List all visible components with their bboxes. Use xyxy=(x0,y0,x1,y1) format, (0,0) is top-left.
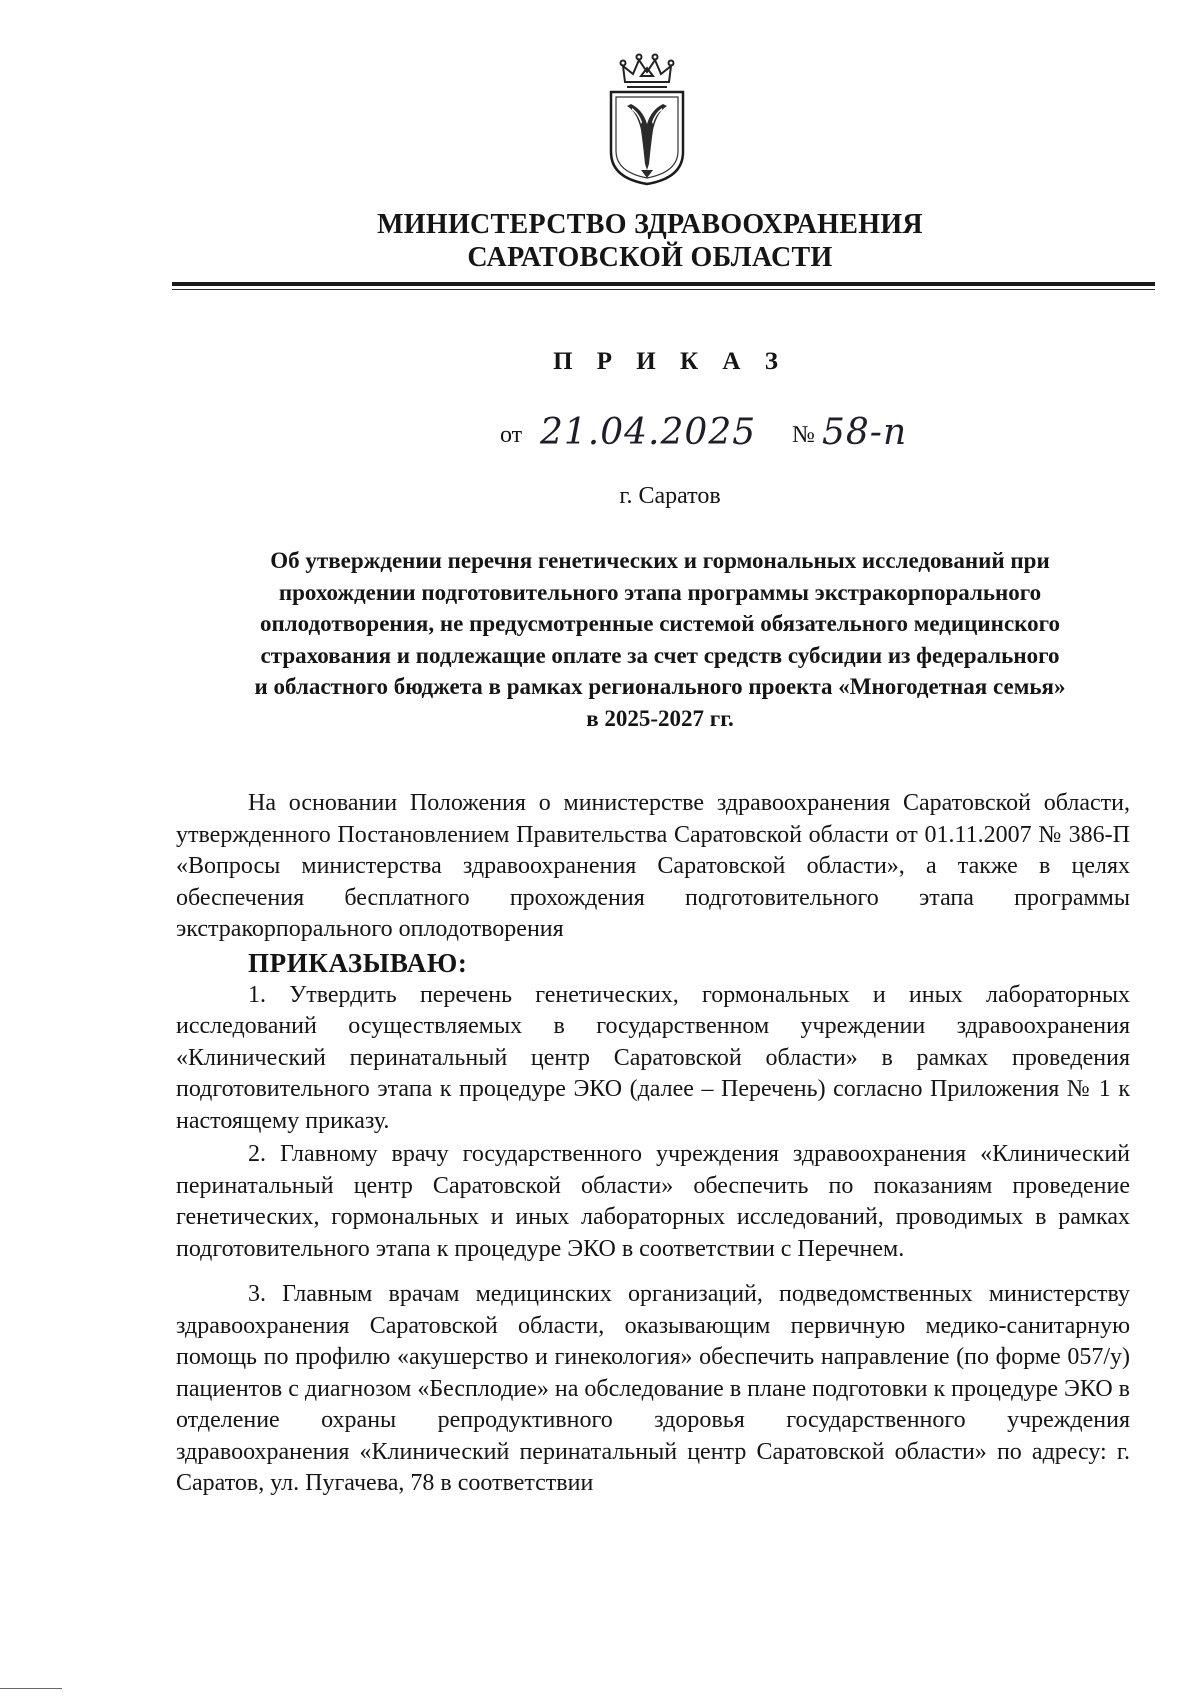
saratov-coat-of-arms-icon xyxy=(605,52,689,187)
subject-line: в 2025-2027 гг. xyxy=(586,705,734,731)
order-item-3: 3. Главным врачам медицинских организаций, подведомственных министерству здравоохранения Саратовской области, оказывающим первичную медико-санитарную помощь по профилю «акушерство и гинекология» обеспечить направление (по форме 057/у) пациентов с диагнозом «Бесплодие» на обследование в плане подготовки к процедуре ЭКО в отделение охраны репродуктивного здоровья государственного учреждения здравоохранения «Клинический перинатальный центр Саратовской области» по адресу: г. Саратов, ул. Пугачева, 78 в соответствии xyxy=(176,1281,1130,1496)
order-word: ПРИКАЗЫВАЮ: xyxy=(248,947,468,978)
subject-line: и областного бюджета в рамках регионального проекта «Многодетная семья» xyxy=(254,674,1066,699)
document-city: г. Саратов xyxy=(619,483,721,509)
ministry-title-line1: МИНИСТЕРСТВО ЗДРАВООХРАНЕНИЯ xyxy=(377,209,923,240)
number-label: № xyxy=(792,422,815,448)
header-rule-thick xyxy=(172,282,1155,286)
order-item-2: 2. Главному врачу государственного учреждения здравоохранения «Клинический перинатальный центр Саратовской области» обеспечить по показаниям проведение генетических, гормональных и иных лабораторных исследований, проводимых в рамках подготовительного этапа к процедуре ЭКО в соответствии с Перечнем. xyxy=(176,1141,1130,1262)
subject-line: прохождении подготовительного этапа программы экстракорпорального xyxy=(278,579,1042,605)
date-label: от xyxy=(500,422,523,448)
ministry-title-line2: САРАТОВСКОЙ ОБЛАСТИ xyxy=(467,242,833,273)
number-handwritten: 58-п xyxy=(822,412,908,453)
date-number-line xyxy=(500,412,970,472)
header-rule-thin xyxy=(172,289,1155,290)
order-item-1: 1. Утвердить перечень генетических, гормональных и иных лабораторных исследований осуществляемых в государственном учреждении здравоохранения «Клинический перинатальный центр Саратовской области» в рамках проведения подготовительного этапа к процедуре ЭКО (далее – Перечень) согласно Приложения № 1 к настоящему приказу. xyxy=(176,981,1130,1134)
document-body xyxy=(176,788,1130,1500)
scan-crop-mark xyxy=(0,1688,62,1689)
document-type: П Р И К А З xyxy=(553,348,787,375)
date-handwritten: 21.04.2025 xyxy=(540,412,757,453)
preamble-paragraph: На основании Положения о министерстве здравоохранения Саратовской области, утвержденного Постановлением Правительства Саратовской области от 01.11.2007 № 386-П «Вопросы министерства здравоохранения Саратовской области», а также в целях обеспечения бесплатного прохождения подготовительного этапа программы экстракорпорального оплодотворения xyxy=(176,790,1130,942)
ministry-title xyxy=(170,208,1130,274)
subject-line: оплодотворения, не предусмотренные системой обязательного медицинского xyxy=(260,611,1060,636)
subject-line: Об утверждении перечня генетических и гормональных исследований при xyxy=(270,548,1050,573)
subject-line: страхования и подлежащие оплате за счет средств субсидии из федерального xyxy=(260,642,1060,668)
document-subject xyxy=(180,545,1140,734)
